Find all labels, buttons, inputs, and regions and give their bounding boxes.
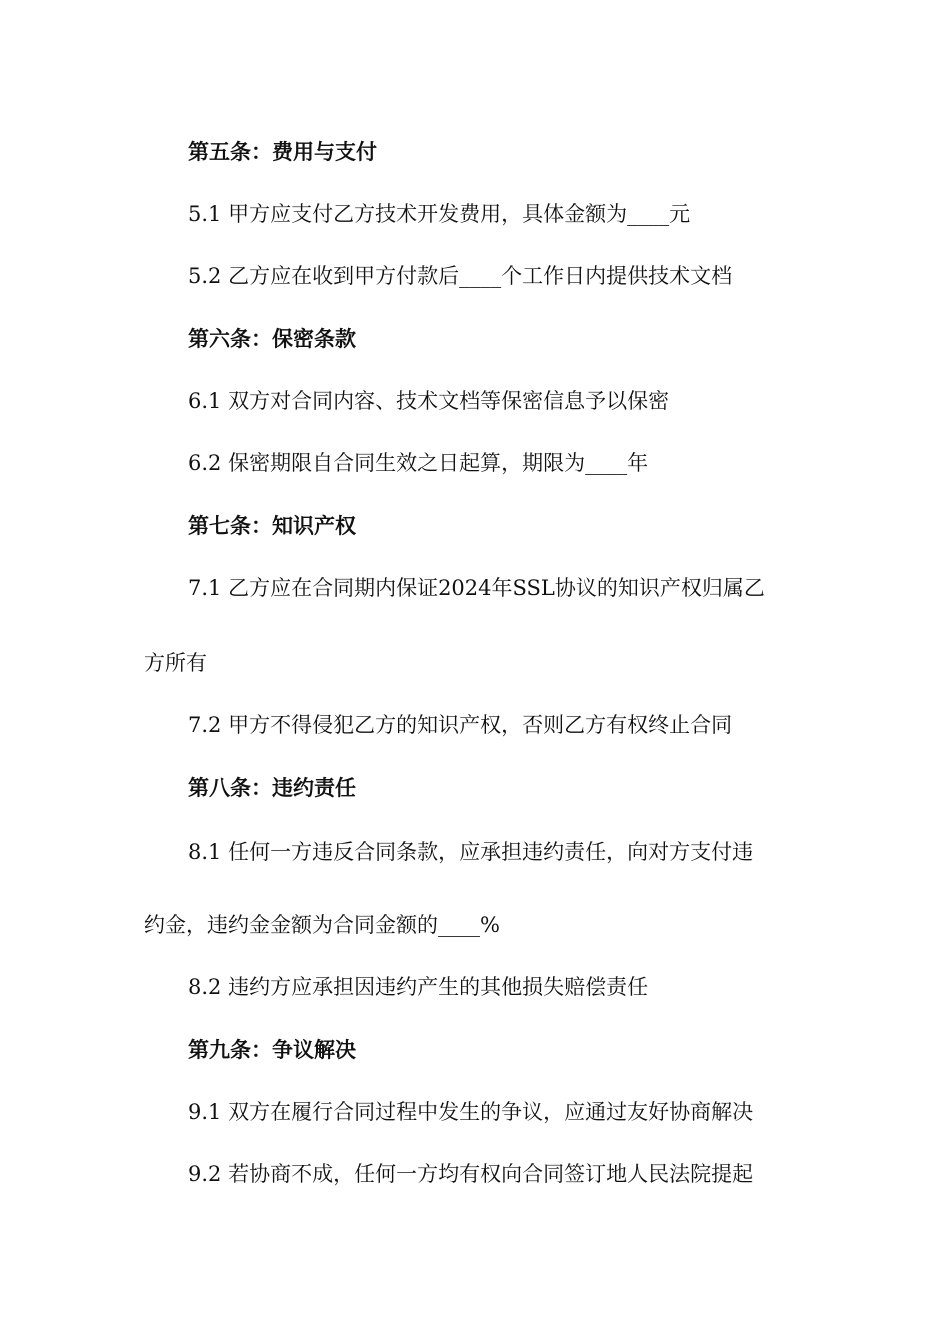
clause-7-1-continuation: 方所有: [144, 651, 207, 675]
section-heading-9: 第九条：争议解决: [188, 1038, 356, 1062]
clause-7-2: 7.2 甲方不得侵犯乙方的知识产权，否则乙方有权终止合同: [188, 713, 733, 737]
section-heading-5: 第五条：费用与支付: [188, 140, 377, 164]
clause-5-2: 5.2 乙方应在收到甲方付款后____个工作日内提供技术文档: [188, 264, 733, 288]
clause-9-2: 9.2 若协商不成，任何一方均有权向合同签订地人民法院提起: [188, 1162, 754, 1186]
clause-7-1: 7.1 乙方应在合同期内保证2024年SSL协议的知识产权归属乙: [188, 576, 765, 600]
clause-8-2: 8.2 违约方应承担因违约产生的其他损失赔偿责任: [188, 975, 649, 999]
clause-5-1: 5.1 甲方应支付乙方技术开发费用，具体金额为____元: [188, 202, 691, 226]
clause-8-1: 8.1 任何一方违反合同条款，应承担违约责任，向对方支付违: [188, 840, 754, 864]
clause-8-1-continuation: 约金，违约金金额为合同金额的____%: [144, 913, 500, 937]
clause-6-2: 6.2 保密期限自合同生效之日起算，期限为____年: [188, 451, 649, 475]
clause-9-1: 9.1 双方在履行合同过程中发生的争议，应通过友好协商解决: [188, 1100, 754, 1124]
section-heading-8: 第八条：违约责任: [188, 776, 356, 800]
clause-6-1: 6.1 双方对合同内容、技术文档等保密信息予以保密: [188, 389, 670, 413]
section-heading-7: 第七条：知识产权: [188, 514, 356, 538]
section-heading-6: 第六条：保密条款: [188, 327, 356, 351]
